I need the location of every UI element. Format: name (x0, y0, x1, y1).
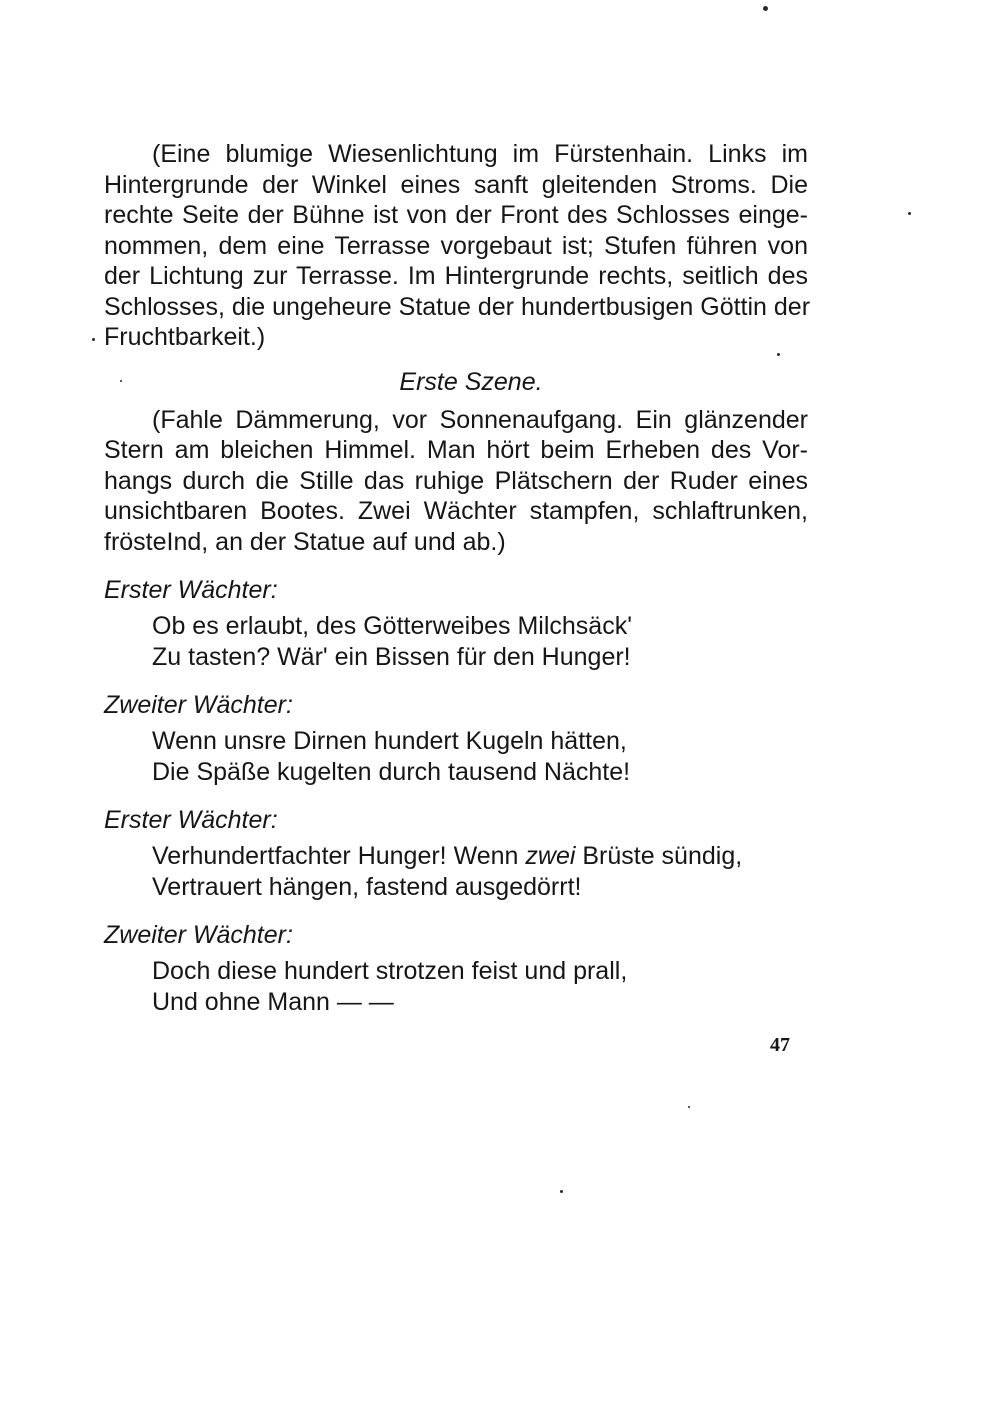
scan-speck (777, 353, 780, 356)
stage-direction-scene (104, 405, 808, 558)
verse-block (152, 726, 808, 787)
text-line: frösteInd, an der Statue auf und ab.) (104, 527, 506, 556)
text-line: hangs durch die Stille das ruhige Plätschern der Ruder eines (104, 466, 808, 495)
scan-speck (763, 6, 768, 11)
text-line: der Lichtung zur Terrasse. Im Hintergrunde rechts, seitlich des (104, 262, 808, 290)
verse-line: Doch diese hundert strotzen feist und prall, (152, 957, 628, 985)
text-line: nommen, dem eine Terrasse vorgebaut ist; Stufen führen von (104, 231, 808, 260)
verse-line: Zu tasten? Wär' ein Bissen für den Hunger! (152, 642, 631, 671)
text-line: rechte Seite der Bühne ist von der Front des Schlosses einge- (104, 201, 808, 229)
scan-speck (560, 1190, 563, 1193)
speaker-label: Erster Wächter: (104, 806, 278, 834)
verse-line: Ob es erlaubt, des Götterweibes Milchsäck' (152, 612, 632, 640)
speaker-label: Zweiter Wächter: (104, 691, 293, 719)
verse-text: Brüste sündig, (575, 842, 743, 870)
text-line: (Eine blumige Wiesenlichtung im Fürstenhain. Links im (152, 140, 808, 168)
verse-text: Verhundertfachter Hunger! Wenn (152, 842, 526, 870)
page-number: 47 (770, 1034, 790, 1056)
verse-line: Die Späße kugelten durch tausend Nächte! (152, 757, 631, 786)
text-line: unsichtbaren Bootes. Zwei Wächter stampfen, schlaftrunken, (104, 497, 808, 525)
scan-speck (908, 212, 911, 215)
verse-block (152, 956, 808, 1017)
text-line: Hintergrunde der Winkel eines sanft gleitenden Stroms. Die (104, 170, 808, 199)
scene-title: Erste Szene. (399, 367, 543, 396)
verse-block (152, 611, 808, 672)
verse-line (152, 841, 808, 872)
text-line: Stern am bleichen Himmel. Man hört beim Erheben des Vor- (104, 436, 808, 464)
speaker-label: Erster Wächter: (104, 576, 278, 604)
scan-speck (688, 1106, 690, 1108)
verse-line: Und ohne Mann — — (152, 987, 394, 1016)
text-line: Schlosses, die ungeheure Statue der hundertbusigen Göttin der (104, 292, 811, 321)
text-column (104, 139, 811, 1017)
stage-direction-opening (104, 139, 811, 353)
verse-block (152, 841, 808, 902)
text-line: Fruchtbarkeit.) (104, 323, 266, 351)
text-line: (Fahle Dämmerung, vor Sonnenaufgang. Ein glänzender (152, 405, 808, 434)
emphasized-word: zwei (525, 842, 576, 870)
verse-line: Vertrauert hängen, fastend ausgedörrt! (152, 872, 582, 901)
scan-speck (92, 338, 95, 341)
speaker-label: Zweiter Wächter: (104, 921, 293, 949)
scan-speck (120, 380, 122, 382)
verse-line: Wenn unsre Dirnen hundert Kugeln hätten, (152, 727, 627, 755)
